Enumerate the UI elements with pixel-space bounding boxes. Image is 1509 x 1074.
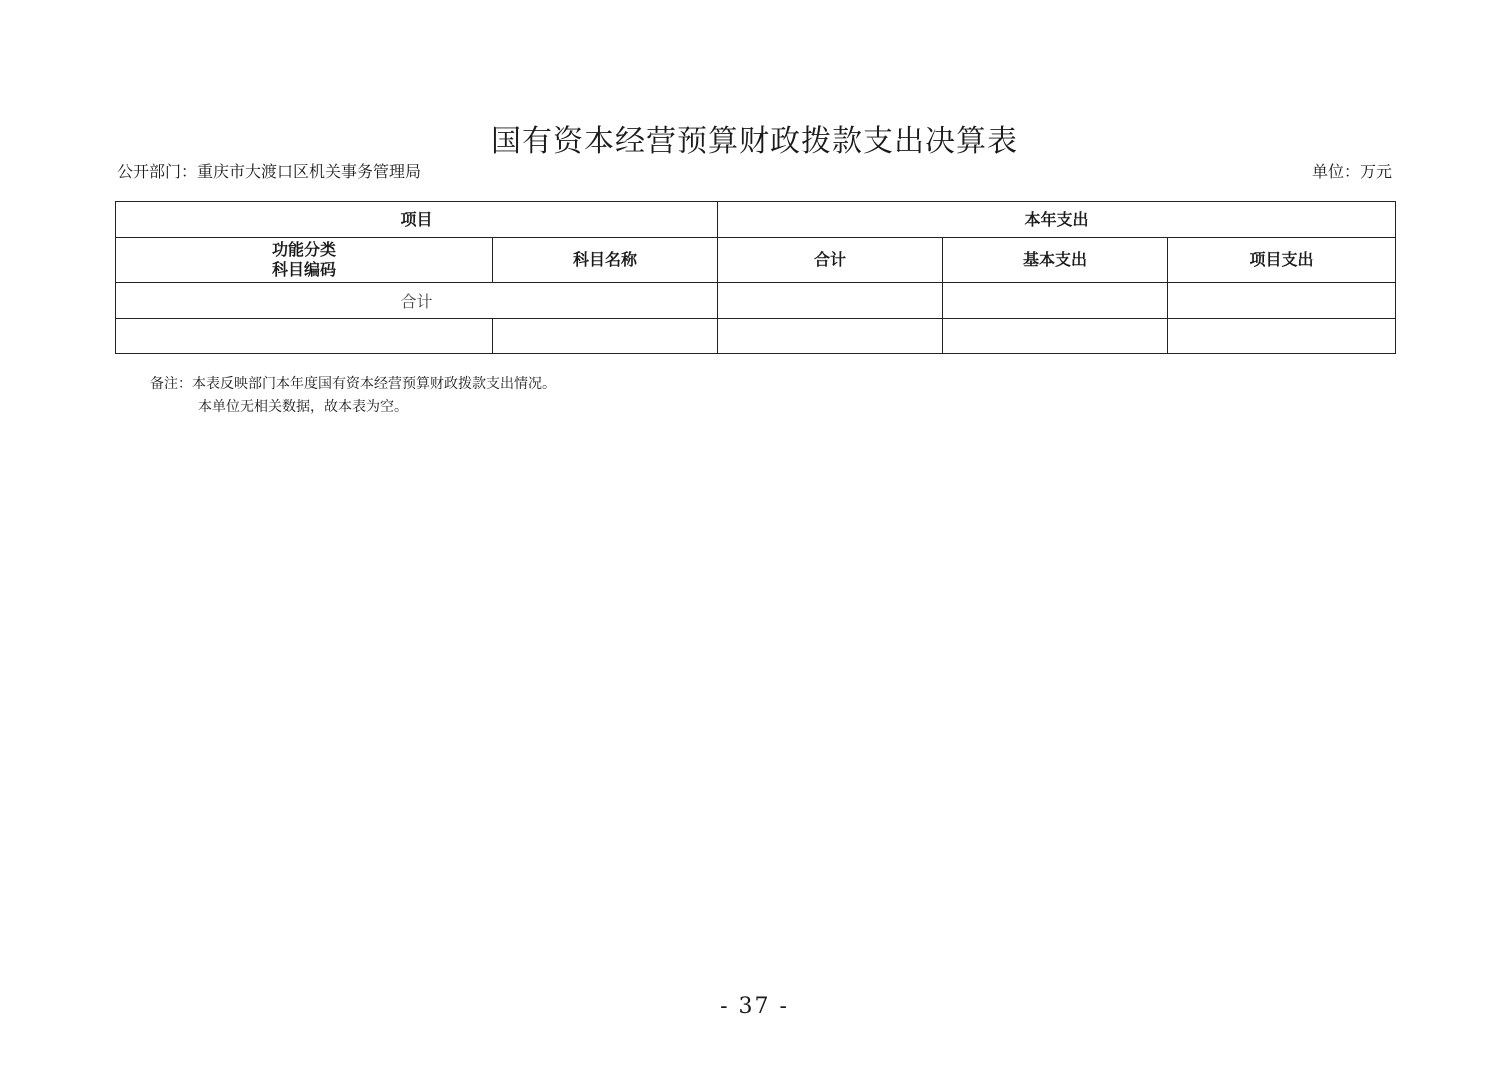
expense-table <box>115 201 1396 354</box>
table-header-row-2 <box>116 238 1396 283</box>
total-row-label: 合计 <box>116 283 718 319</box>
header-subject-name: 科目名称 <box>493 238 718 283</box>
note-line-1: 备注：本表反映部门本年度国有资本经营预算财政拨款支出情况。 <box>150 376 556 392</box>
header-function-code <box>116 238 493 283</box>
table-header-row-1 <box>116 202 1396 238</box>
data-row-code <box>116 319 493 354</box>
total-row-basic <box>943 283 1168 319</box>
department-label: 公开部门：重庆市大渡口区机关事务管理局 <box>117 162 422 181</box>
total-row-total <box>718 283 943 319</box>
header-basic-expense: 基本支出 <box>943 238 1168 283</box>
data-row-subject-name <box>493 319 718 354</box>
header-code-line1: 功能分类 <box>271 240 336 259</box>
table-row-total <box>116 283 1396 319</box>
data-row-basic <box>943 319 1168 354</box>
table-row <box>116 319 1396 354</box>
notes <box>150 373 556 419</box>
data-row-project <box>1168 319 1396 354</box>
total-row-project <box>1168 283 1396 319</box>
header-item: 项目 <box>116 202 718 238</box>
page-title: 国有资本经营预算财政拨款支出决算表 <box>491 124 1018 159</box>
data-row-total <box>718 319 943 354</box>
header-current-year-expense: 本年支出 <box>718 202 1396 238</box>
note-line-2: 本单位无相关数据，故本表为空。 <box>198 399 408 415</box>
page-number: - 37 - <box>720 994 789 1019</box>
header-code-line2: 科目编码 <box>271 260 336 279</box>
header-project-expense: 项目支出 <box>1168 238 1396 283</box>
header-total: 合计 <box>718 238 943 283</box>
unit-label: 单位：万元 <box>1311 162 1392 181</box>
